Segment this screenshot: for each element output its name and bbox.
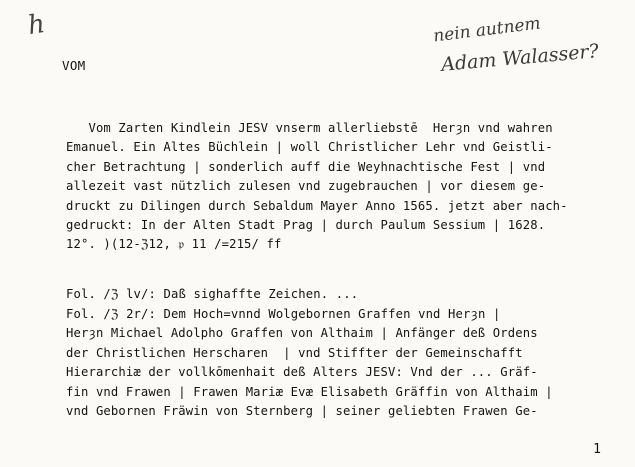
- page-number: 1: [593, 442, 601, 457]
- record-line: druckt zu Dilingen durch Sebaldum Mayer Anno 1565. jetzt aber nach-: [66, 198, 568, 213]
- folio-line: Fol. /ℨ lv/: Daß sighaffte Zeichen. ...: [66, 287, 359, 301]
- bibliographic-record: [66, 119, 568, 255]
- record-line: Emanuel. Ein Altes Büchlein | woll Christlicher Lehr vnd Geistli-: [66, 140, 553, 155]
- folio-line: Hierarchiæ der vollkōmenhait deß Alters JESV: Vnd der ... Gräf-: [66, 365, 538, 380]
- record-line: 12°. )(12-ℨ12, 𝔭 11 /=215/ ff: [66, 237, 282, 252]
- folio-line: fin vnd Frawen | Frawen Mariæ Evæ Elisabeth Gräffin von Althaim |: [66, 384, 553, 399]
- folio-entry-2r: [66, 305, 553, 421]
- handwritten-note-line-1: nein autnem: [432, 13, 542, 47]
- handwritten-corner-mark: h: [25, 8, 47, 42]
- folio-line: Herȝn Michael Adolpho Graffen von Althaim | Anfänger deß Ordens: [66, 326, 538, 341]
- record-line: cher Betrachtung | sonderlich auff die Weyhnachtische Fest | vnd: [66, 159, 546, 174]
- folio-line: Fol. /ℨ 2r/: Dem Hoch=vnnd Wolgebornen Graffen vnd Herȝn |: [66, 307, 501, 321]
- record-line: gedruckt: In der Alten Stadt Prag | durch Paulum Sessium | 1628.: [66, 218, 546, 233]
- folio-line: der Christlichen Herscharen | vnd Stiffter der Gemeinschafft: [66, 345, 523, 360]
- record-line: Vom Zarten Kindlein JESV vnserm allerliebstē Herȝn vnd wahren: [66, 121, 553, 135]
- heading: VOM: [62, 58, 86, 73]
- handwritten-note-line-2: Adam Walasser?: [440, 40, 600, 76]
- folio-entry-1v: [66, 285, 358, 304]
- folio-line: vnd Gebornen Fräwin von Sternberg | seiner geliebten Frawen Ge-: [66, 404, 538, 419]
- record-line: allezeit vast nützlich zulesen vnd zugebrauchen | vor diesem ge-: [66, 179, 546, 194]
